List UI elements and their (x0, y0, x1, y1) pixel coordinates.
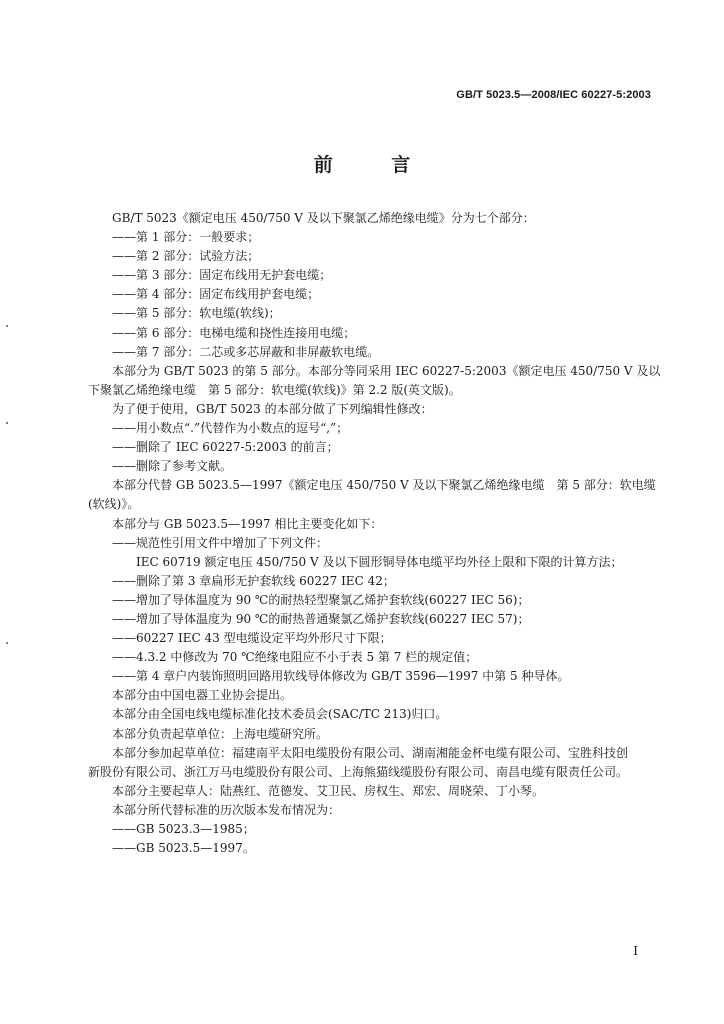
list-item: ——用小数点“.”代替作为小数点的逗号“,”； (112, 421, 349, 436)
paragraph-line: (软线)》。 (88, 497, 140, 512)
paragraph-line: 本部分所代替标准的历次版本发布情况为： (112, 802, 341, 817)
foreword-body (88, 209, 661, 858)
paragraph-line: 本部分与 GB 5023.5—1997 相比主要变化如下： (112, 516, 383, 531)
paragraph-line: 本部分代替 GB 5023.5—1997《额定电压 450/750 V 及以下聚氯乙烯绝缘电缆 第 5 部分：软电缆 (112, 478, 656, 493)
paragraph-line: 本部分由中国电器工业协会提出。 (112, 688, 293, 703)
list-item: ——GB 5023.5—1997。 (112, 841, 255, 856)
list-item: ——第 7 部分：二芯或多芯屏蔽和非屏蔽软电缆。 (112, 344, 380, 359)
list-item: ——GB 5023.3—1985； (112, 822, 255, 836)
paragraph-line: 下聚氯乙烯绝缘电缆 第 5 部分：软电缆(软线)》第 2.2 版(英文版)。 (88, 382, 461, 397)
paragraph-line: 本部分为 GB/T 5023 的第 5 部分。本部分等同采用 IEC 60227-5:2003《额定电压 450/750 V 及以 (112, 363, 661, 378)
list-item: IEC 60719 额定电压 450/750 V 及以下圆形铜导体电缆平均外径上限和下限的计算方法； (136, 554, 623, 569)
scan-speck (6, 642, 8, 644)
standard-code-header: GB/T 5023.5—2008/IEC 60227-5:2003 (456, 89, 651, 101)
list-item: ——删除了 IEC 60227-5:2003 的前言； (112, 440, 339, 455)
page-title: 前 言 (313, 154, 437, 176)
list-item: ——增加了导体温度为 90 ℃的耐热轻型聚氯乙烯护套软线(60227 IEC 56)； (112, 592, 530, 607)
list-item: ——删除了参考文献。 (112, 459, 233, 474)
list-item: ——第 6 部分：电梯电缆和挠性连接用电缆； (112, 325, 356, 340)
list-item: ——第 4 部分：固定布线用护套电缆； (112, 287, 320, 302)
list-item: ——删除了第 3 章扁形无护套软线 60227 IEC 42； (112, 573, 395, 588)
paragraph-line: GB/T 5023《额定电压 450/750 V 及以下聚氯乙烯绝缘电缆》分为七个部分： (112, 211, 535, 225)
list-item: ——第 4 章户内装饰照明回路用软线导体修改为 GB/T 3596—1997 中第 5 种导体。 (112, 669, 570, 684)
paragraph-line: 为了便于使用，GB/T 5023 的本部分做了下列编辑性修改： (112, 401, 433, 416)
paragraph-line: 本部分参加起草单位：福建南平太阳电缆股份有限公司、湖南湘能金杯电缆有限公司、宝胜科技创 (112, 745, 629, 760)
list-item: ——第 1 部分：一般要求； (112, 230, 260, 245)
list-item: ——第 5 部分：软电缆(软线)； (112, 306, 281, 321)
paragraph-line: 本部分由全国电线电缆标准化技术委员会(SAC/TC 213)归口。 (112, 707, 448, 722)
list-item: ——第 3 部分：固定布线用无护套电缆； (112, 268, 332, 283)
paragraph-line: 本部分主要起草人：陆燕红、范德发、艾卫民、房权生、郑宏、周晓荣、丁小琴。 (112, 783, 545, 798)
list-item: ——第 2 部分：试验方法； (112, 249, 260, 264)
scan-speck (6, 422, 8, 424)
page-number: I (633, 944, 638, 958)
list-item: ——60227 IEC 43 型电缆设定平均外形尺寸下限； (112, 631, 392, 646)
list-item: ——增加了导体温度为 90 ℃的耐热普通聚氯乙烯护套软线(60227 IEC 57)； (112, 611, 530, 626)
paragraph-line: 新股份有限公司、浙江万马电缆股份有限公司、上海熊猫线缆股份有限公司、南昌电缆有限责任公司。 (88, 764, 629, 779)
paragraph-line: 本部分负责起草单位：上海电缆研究所。 (112, 726, 329, 741)
list-item: ——规范性引用文件中增加了下列文件： (112, 535, 329, 550)
list-item: ——4.3.2 中修改为 70 ℃绝缘电阻应不小于表 5 第 7 栏的规定值； (112, 650, 478, 665)
scan-speck (6, 325, 8, 327)
